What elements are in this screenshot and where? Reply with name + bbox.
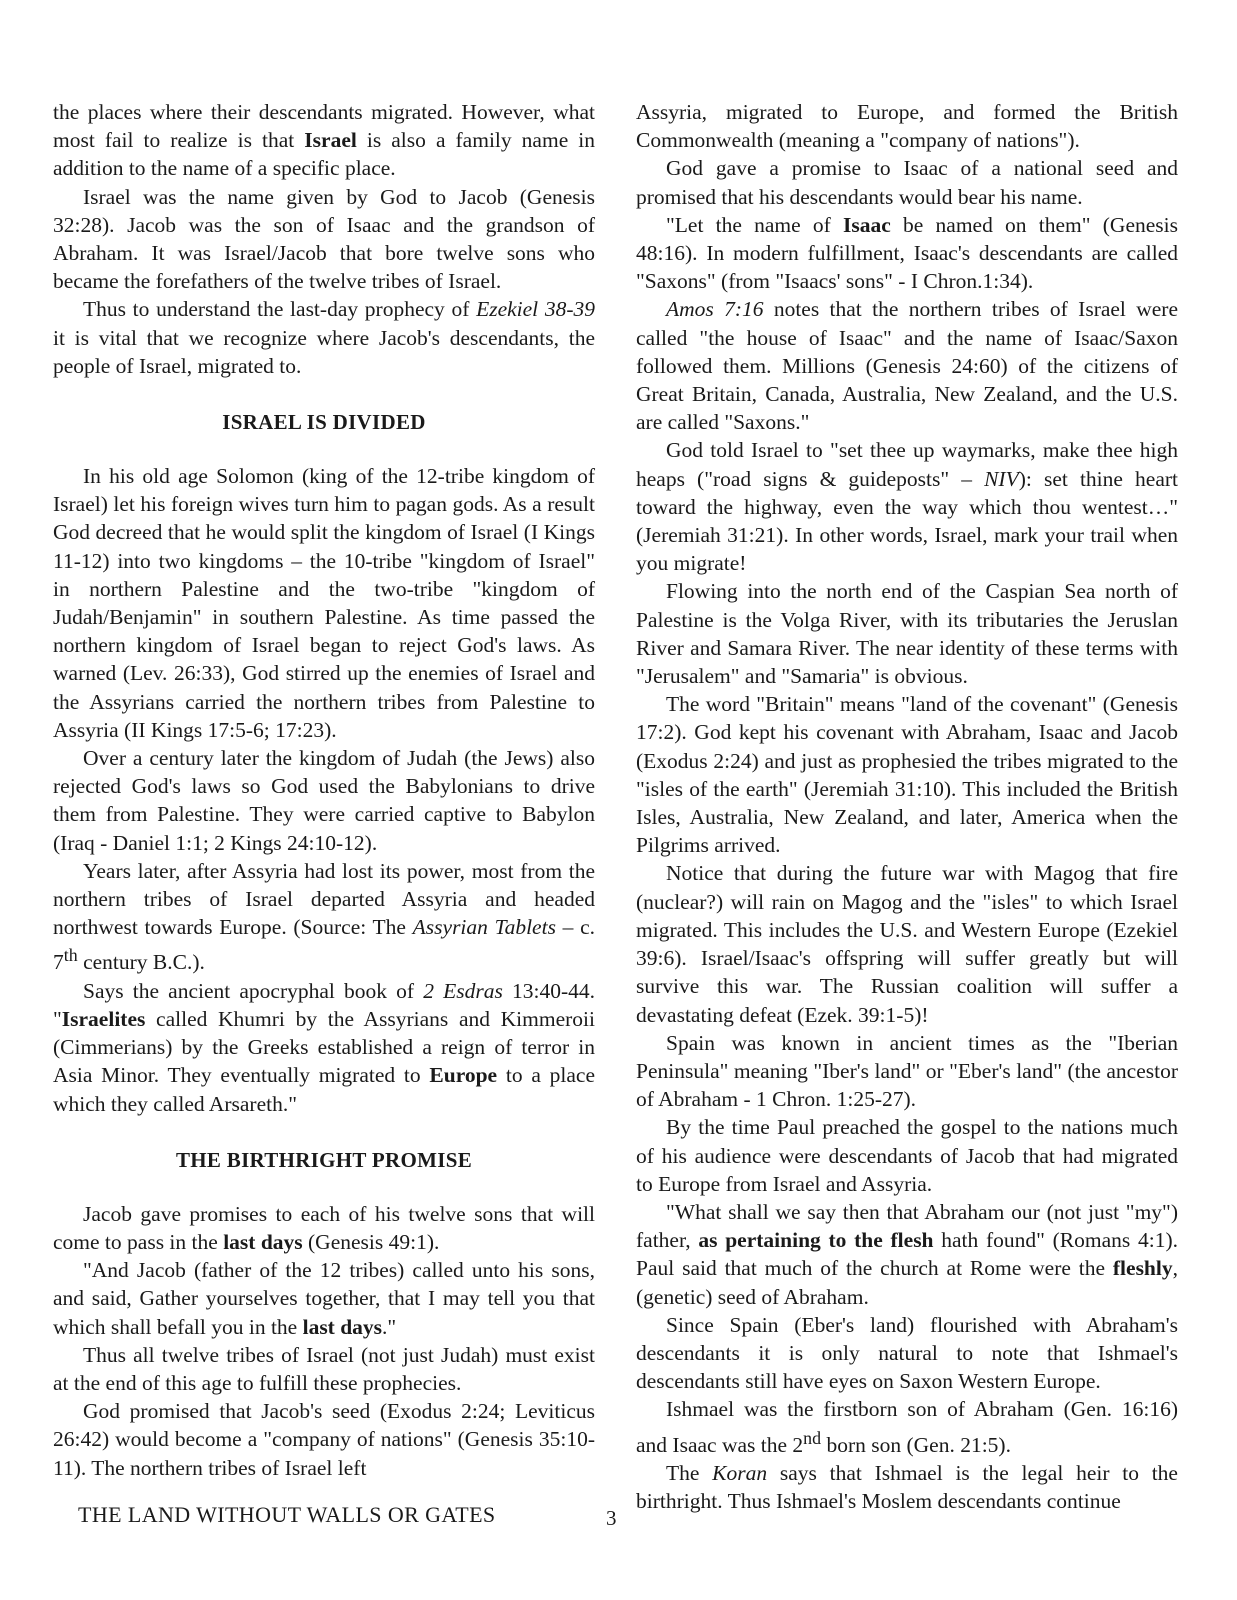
paragraph: By the time Paul preached the gospel to the nations much of his audience were descendants of Jacob that had migrated to Europe from Israel and Assyria. <box>636 1115 1178 1196</box>
paragraph: Spain was known in ancient times as the "Iberian Peninsula" meaning "Iber's land" or "Eber's land" (the ancestor of Abraham - 1 Chron. 1:25-27). <box>636 1030 1178 1112</box>
paragraph: Flowing into the north end of the Caspian Sea north of Palestine is the Volga River, with its tributaries the Jeruslan River and Samara River. The near identity of these terms with "Jerusalem" and "Samaria" is obvious. <box>636 579 1178 689</box>
paragraph: Notice that during the future war with Magog that fire (nuclear?) will rain on Magog and the "isles" to which Israel migrated. This includes the U.S. and Western Europe (Ezekiel 39:6). Israel/Isaac's offspring will suffer greatly but will survive this war. The Russian coalition will suffer a devastating defeat (Ezek. 39:1-5)! <box>636 861 1178 1027</box>
paragraph: Over a century later the kingdom of Judah (the Jews) also rejected God's laws so God used the Babylonians to drive them from Palestine. They were carried captive to Babylon (Iraq - Daniel 1:1; 2 Kings 24:10-12). <box>53 746 595 855</box>
paragraph: Amos 7:16 notes that the northern tribes of Israel were called "the house of Isaac" and the name of Isaac/Saxon followed them. Millions (Genesis 24:60) of the citizens of Great Britain, Canada, Australia, New Zealand, and the U.S. are called "Saxons." <box>636 297 1179 435</box>
page-number: 3 <box>606 1506 617 1530</box>
paragraph: "What shall we say then that Abraham our (not just "my") father, as pertaining to the flesh hath found" (Romans 4:1). Paul said that much of the church at Rome were the fleshly, (genetic) seed of Abraham. <box>636 1199 1178 1309</box>
paragraph: the places where their descendants migrated. However, what most fail to realize is that Israel is also a family name in addition to the name of a specific place. <box>53 100 596 181</box>
paragraph: Since Spain (Eber's land) flourished with Abraham's descendants it is only natural to note that Ishmael's descendants still have eyes on Saxon Western Europe. <box>636 1312 1178 1394</box>
paragraph: The word "Britain" means "land of the covenant" (Genesis 17:2). God kept his covenant with Abraham, Isaac and Jacob (Exodus 2:24) and just as prophesied the tribes migrated to the "isles of the earth" (Jeremiah 31:10). This included the British Isles, Australia, New Zealand, and later, America when the Pilgrims arrived. <box>636 692 1178 858</box>
paragraph: Ishmael was the firstborn son of Abraham (Gen. 16:16) and Isaac was the 2nd born son (Gen. 21:5). <box>636 1397 1178 1457</box>
section-heading: THE BIRTHRIGHT PROMISE <box>175 1147 473 1172</box>
paragraph: Thus all twelve tribes of Israel (not just Judah) must exist at the end of this age to fulfill these prophecies. <box>53 1342 595 1396</box>
paragraph: Israel was the name given by God to Jacob (Genesis 32:28). Jacob was the son of Isaac and the grandson of Abraham. It was Israel/Jacob that bore twelve sons who became the forefathers of the twelve tribes of Israel. <box>53 184 595 294</box>
paragraph: "And Jacob (father of the 12 tribes) called unto his sons, and said, Gather yourselves together, that I may tell you that which shall befall you in the last days." <box>53 1258 595 1339</box>
paragraph: Years later, after Assyria had lost its power, most from the northern tribes of Israel departed Assyria and headed northwest towards Europe. (Source: The Assyrian Tablets – c. 7th century B.C.). <box>53 858 596 975</box>
paragraph: In his old age Solomon (king of the 12-tribe kingdom of Israel) let his foreign wives turn him to pagan gods. As a result God decreed that he would split the kingdom of Israel (I Kings 11-12) into two kingdoms – the 10-tribe "kingdom of Israel" in northern Palestine and the two-tribe "kingdom of Judah/Benjamin" in southern Palestine. As time passed the northern kingdom of Israel began to reject God's laws. As warned (Lev. 26:33), God stirred up the enemies of Israel and the Assyrians carried the northern tribes from Palestine to Assyria (II Kings 17:5-6; 17:23). <box>53 464 595 742</box>
paragraph: "Let the name of Isaac be named on them" (Genesis 48:16). In modern fulfillment, Isaac's descendants are called "Saxons" (from "Isaacs' sons" - I Chron.1:34). <box>636 212 1178 294</box>
paragraph: Assyria, migrated to Europe, and formed the British Commonwealth (meaning a "company of nations"). <box>636 100 1178 153</box>
paragraph: God told Israel to "set thee up waymarks, make thee high heaps ("road signs & guideposts" – NIV): set thine heart toward the highway, even the way which thou wentest…" (Jeremiah 31:21). In other words, Israel, mark your trail when you migrate! <box>636 438 1178 576</box>
paragraph: God gave a promise to Isaac of a national seed and promised that his descendants would bear his name. <box>636 156 1178 209</box>
right-column <box>636 98 1178 1515</box>
paragraph: God promised that Jacob's seed (Exodus 2:24; Leviticus 26:42) would become a "company of nations" (Genesis 35:10-11). The northern tribes of Israel left <box>53 1399 595 1480</box>
paragraph: Says the ancient apocryphal book of 2 Esdras 13:40-44. "Israelites called Khumri by the Assyrians and Kimmeroii (Cimmerians) by the Greeks established a reign of terror in Asia Minor. They eventually migrated to Europe to a place which they called Arsareth." <box>53 978 595 1116</box>
left-column <box>53 98 595 1482</box>
paragraph: Jacob gave promises to each of his twelve sons that will come to pass in the last days (Genesis 49:1). <box>53 1201 595 1255</box>
paragraph: The Koran says that Ishmael is the legal heir to the birthright. Thus Ishmael's Moslem descendants continue <box>636 1460 1178 1514</box>
section-heading: ISRAEL IS DIVIDED <box>222 410 426 435</box>
paragraph: Thus to understand the last-day prophecy of Ezekiel 38-39 it is vital that we recognize where Jacob's descendants, the people of Israel, migrated to. <box>53 297 595 378</box>
footer-title: THE LAND WITHOUT WALLS OR GATES <box>78 1502 496 1527</box>
